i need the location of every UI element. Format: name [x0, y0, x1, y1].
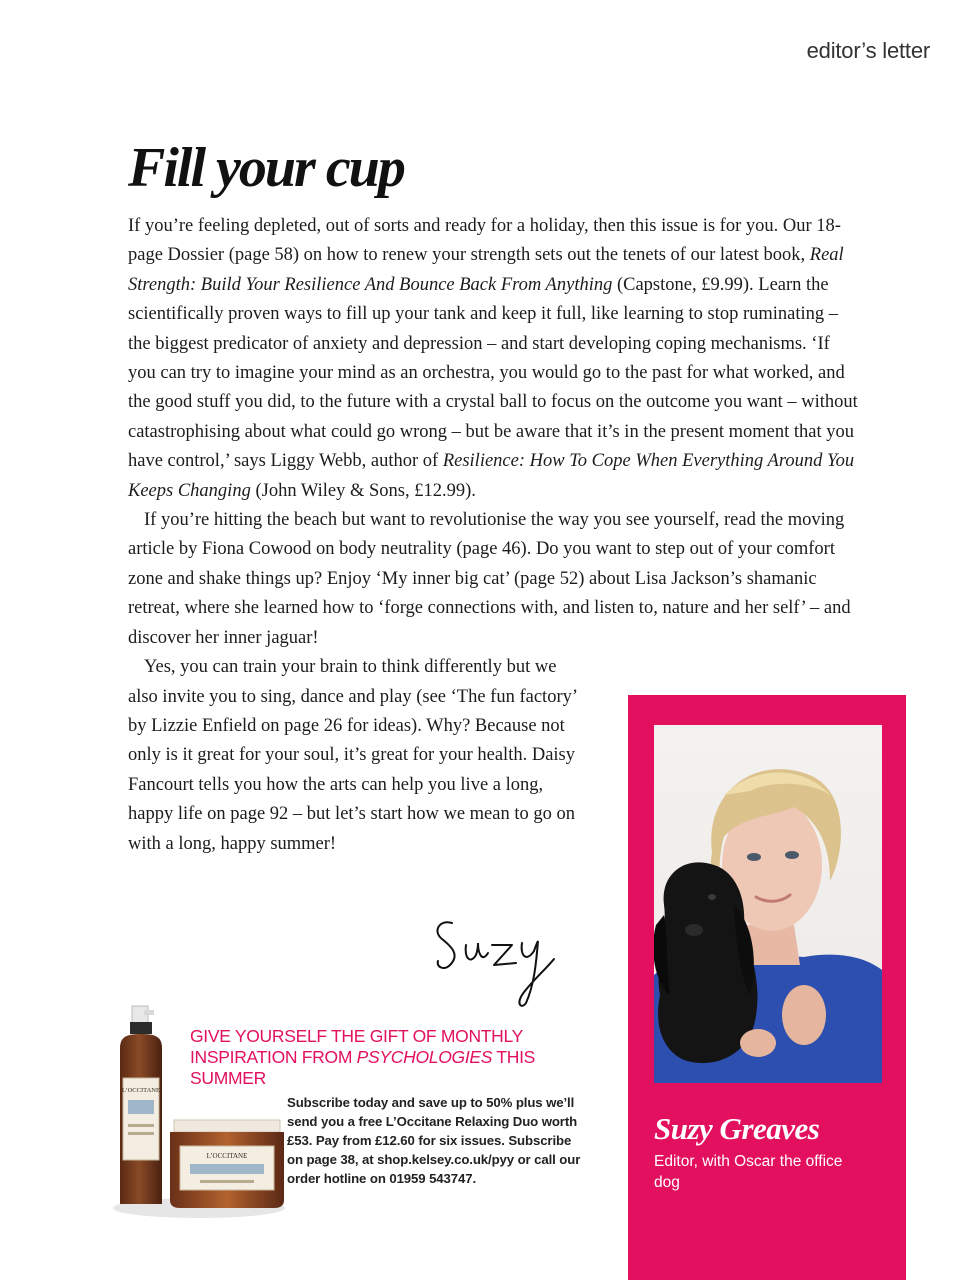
- paragraph-2: If you’re hitting the beach but want to revolutionise the way you see yourself, read the moving article by Fiona Cowood on body neutrality (page 46). Do you want to step out of your comfort zone and shake things up? Enjoy ‘My inner big cat’ (page 52) about Lisa Jackson’s shamanic retreat, where she learned how to ‘forge connections with, and listen to, nature and her self’ – and discover her inner jaguar!: [128, 510, 851, 648]
- article-title: Fill your cup: [128, 137, 404, 199]
- bottle-label: L’OCCITANE: [122, 1087, 160, 1094]
- editor-panel: [628, 695, 906, 1280]
- paragraph-1: [128, 212, 858, 506]
- promo-head-b: THIS SUMMER: [190, 1047, 536, 1088]
- promo-head-brand: PSYCHOLOGIES: [356, 1047, 493, 1067]
- p1-text-a: If you’re feeling depleted, out of sorts and ready for a holiday, then this issue is for you. Our 18-page Dossier (page 58) on how to renew your strength sets out the tenets of our latest book,: [128, 216, 841, 266]
- book-title-resilience: Resilience: How To Cope When Everything Around You Keeps Changing: [128, 451, 855, 501]
- promo-body: Subscribe today and save up to 50% plus we’ll send you a free L’Occitane Relaxing Duo worth £53. Pay from £12.60 for six issues. Subscribe on page 38, at shop.kelsey.co.uk/pyy or call our order hotline on 01959 543747.: [287, 1095, 581, 1186]
- book-title-real-strength: Real Strength: Build Your Resilience And Bounce Back From Anything: [128, 245, 844, 295]
- p1-text-b: (Capstone, £9.99). Learn the scientifically proven ways to fill up your tank and keep it full, like learning to stop ruminating – the biggest predicator of anxiety and depression – and start developing coping mechanisms. ‘If you can try to imagine your mind as an orchestra, you would go to the past for what worked, and the good stuff you did, to the future with a crystal ball to focus on the outcome you want – without catastrophising about what could go wrong – but be aware that it’s in the present moment that you have control,’ says Liggy Webb, author of: [128, 274, 858, 472]
- section-label: editor’s letter: [806, 38, 930, 63]
- jar-label: L’OCCITANE: [206, 1152, 248, 1160]
- editor-name: Suzy Greaves: [654, 1111, 820, 1146]
- editor-photo: [654, 725, 882, 1083]
- promo-headline: [190, 1026, 550, 1089]
- promo-head-a: GIVE YOURSELF THE GIFT OF MONTHLY INSPIRATION FROM: [190, 1026, 523, 1067]
- paragraph-3: Yes, you can train your brain to think differently but we also invite you to sing, dance and play (see ‘The fun factory’ by Lizzie Enfield on page 26 for ideas). Why? Because not only is it great for your soul, it’s great for your health. Daisy Fancourt tells you how the arts can help you live a long, happy life on page 92 – but let’s start how we mean to go on with a long, happy summer!: [128, 657, 577, 854]
- p1-text-c: (John Wiley & Sons, £12.99).: [250, 480, 476, 501]
- editor-caption: Editor, with Oscar the office dog: [654, 1153, 843, 1191]
- editor-with-dog-illustration: [654, 725, 882, 1083]
- signature-suzy: [430, 905, 570, 1015]
